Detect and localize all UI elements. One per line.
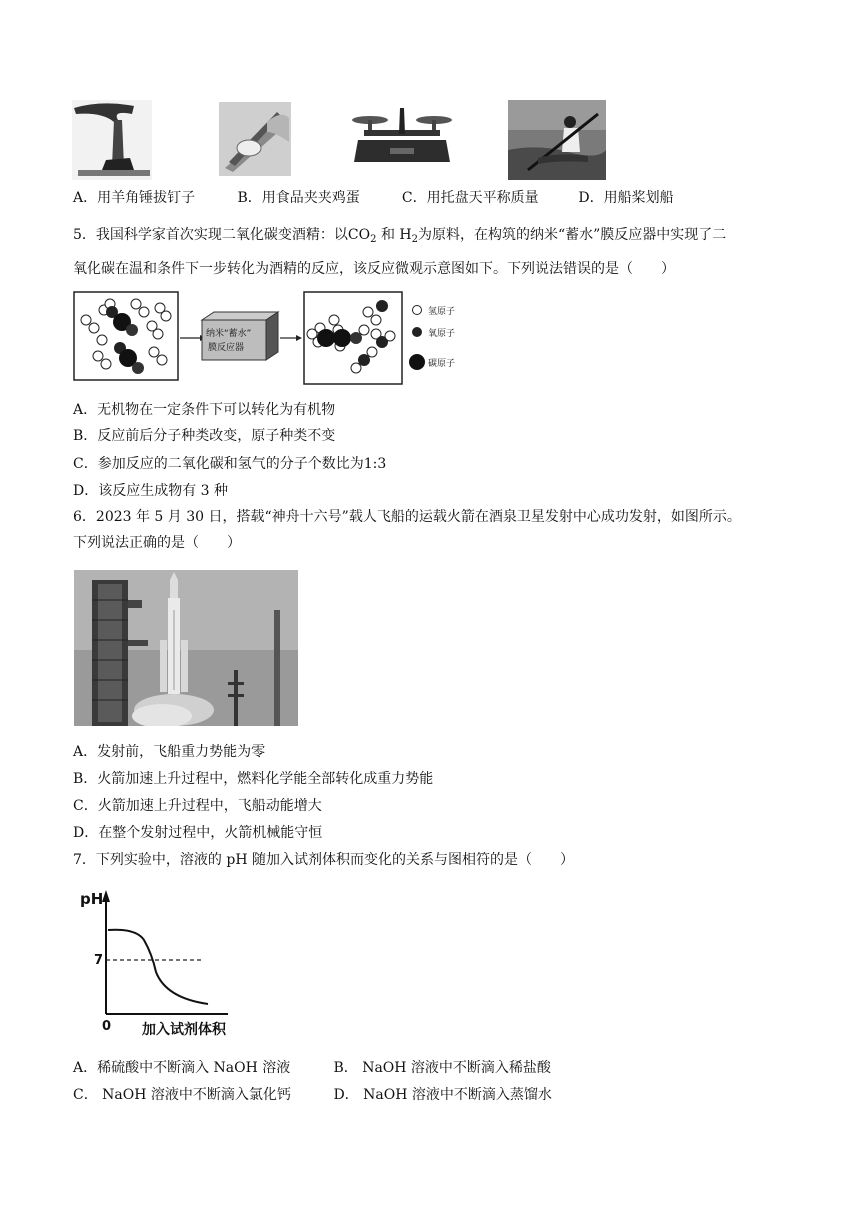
q5-stem-part-1: 5．我国科学家首次实现二氧化碳变酒精：以 <box>73 227 348 243</box>
q6-option-a: A．发射前，飞船重力势能为零 <box>73 744 266 760</box>
legend-carbon: 碳原子 <box>428 359 456 369</box>
q6-option-d: D．在整个发射过程中，火箭机械能守恒 <box>73 825 323 841</box>
q7-options-row-1 <box>73 1058 551 1078</box>
q5-and: 和 <box>380 227 395 243</box>
q4-option-d: D．用船桨划船 <box>578 190 674 206</box>
reactor-label-2: 膜反应器 <box>208 343 245 353</box>
legend-hydrogen: 氢原子 <box>428 307 456 317</box>
q6-option-c: C．火箭加速上升过程中，飞船动能增大 <box>73 798 322 814</box>
q5-stem-line-2: 氧化碳在温和条件下一步转化为酒精的反应，该反应微观示意图如下。下列说法错误的是（ ） <box>73 261 675 277</box>
y-axis-label: pH <box>80 890 104 908</box>
rowing-boat-image <box>508 100 606 180</box>
co2-formula <box>348 227 377 243</box>
reaction-diagram <box>72 290 472 386</box>
q6-stem-line-2: 下列说法正确的是（ ） <box>73 535 241 551</box>
q7-stem: 7．下列实验中，溶液的 pH 随加入试剂体积而变化的关系与图相符的是（ ） <box>73 852 574 868</box>
food-tongs-image <box>219 102 291 176</box>
co2-symbol: CO <box>347 227 371 243</box>
diagram-legend <box>409 305 455 370</box>
q7-option-c: C． NaOH 溶液中不断滴入氯化钙 <box>73 1087 291 1103</box>
legend-oxygen: 氧原子 <box>428 329 456 339</box>
origin-label: 0 <box>102 1019 112 1034</box>
q4-option-b: B．用食品夹夹鸡蛋 <box>237 190 360 206</box>
rocket-launch-image <box>74 570 298 726</box>
q5-option-a: A．无机物在一定条件下可以转化为有机物 <box>73 402 336 418</box>
q5-stem-part-2: 为原料，在构筑的纳米“蓄水”膜反应器中实现了二 <box>417 227 727 243</box>
q7-option-b: B． NaOH 溶液中不断滴入稀盐酸 <box>333 1060 551 1076</box>
y-tick-7: 7 <box>94 953 104 968</box>
q5-option-b: B．反应前后分子种类改变，原子种类不变 <box>73 428 336 444</box>
q5-option-d: D．该反应生成物有 3 种 <box>73 483 229 499</box>
q4-options <box>73 188 674 208</box>
hammer-image <box>72 100 152 180</box>
q7-option-d: D． NaOH 溶液中不断滴入蒸馏水 <box>333 1087 552 1103</box>
h2-subscript: 2 <box>411 234 418 245</box>
q4-option-a: A．用羊角锤拔钉子 <box>73 190 196 206</box>
h2-formula <box>399 227 418 243</box>
q4-option-c: C．用托盘天平称质量 <box>401 190 539 206</box>
q6-option-b: B．火箭加速上升过程中，燃料化学能全部转化成重力势能 <box>73 771 434 787</box>
h2-symbol: H <box>399 227 412 243</box>
q6-stem-line-1: 6．2023 年 5 月 30 日，搭载“神舟十六号”载人飞船的运载火箭在酒泉卫星发射中心成功发射，如图所示。 <box>73 509 741 525</box>
reactor-label-1: 纳米“蓄水” <box>206 329 252 339</box>
q5-option-c: C．参加反应的二氧化碳和氢气的分子个数比为1:3 <box>73 456 387 472</box>
q5-stem-line-1 <box>73 225 726 250</box>
ph-graph <box>72 884 252 1044</box>
co2-subscript: 2 <box>370 234 377 245</box>
q7-option-a: A．稀硫酸中不断滴入 NaOH 溶液 <box>73 1060 291 1076</box>
q7-options-row-2 <box>73 1085 552 1105</box>
balance-scale-image <box>350 104 454 166</box>
x-axis-label: 加入试剂体积 <box>142 1022 226 1038</box>
